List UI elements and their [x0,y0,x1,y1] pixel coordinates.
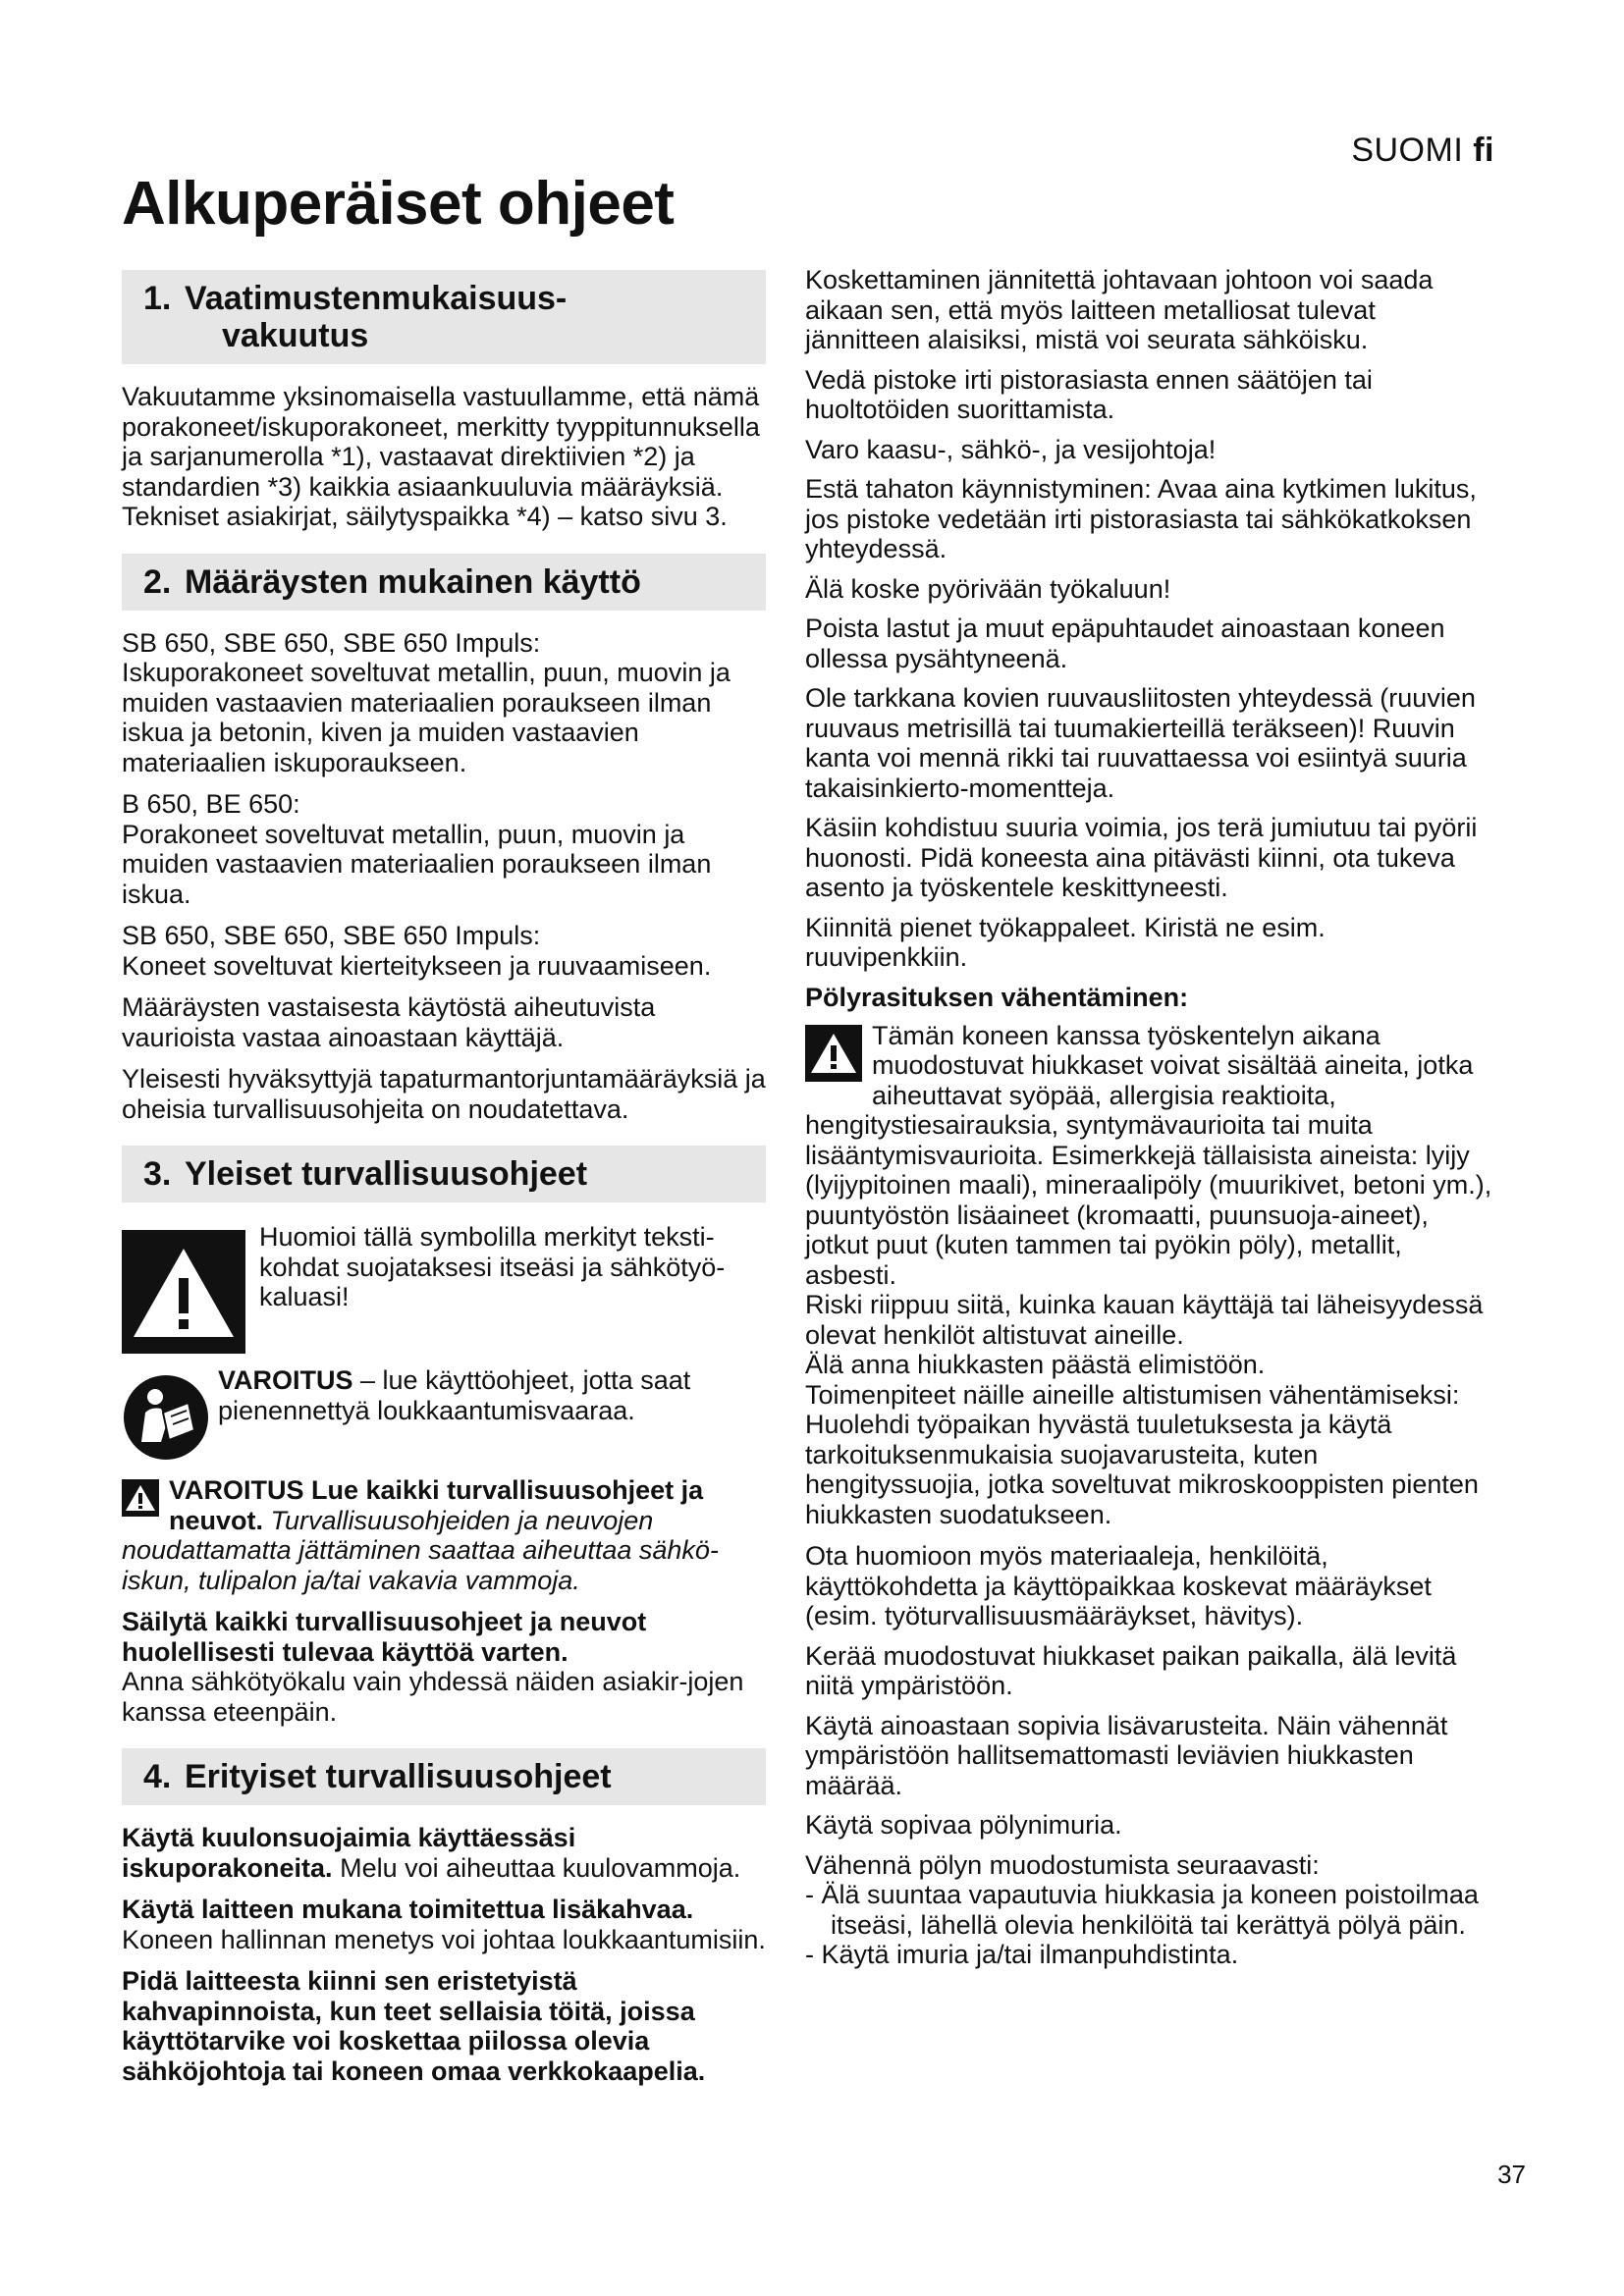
paragraph: Käytä laitteen mukana toimitettua lisäkahvaa. Koneen hallinnan menetys voi johtaa loukkaantumisiin. [122,1895,766,1954]
paragraph: Koskettaminen jännitettä johtavaan johtoon voi saada aikaan sen, että myös laitteen metalliosat tulevat jännitteen alaisiksi, mistä voi seurata sähköisku. [805,265,1434,354]
paragraph: SB 650, SBE 650, SBE 650 Impuls: Koneet soveltuvat kierteitykseen ja ruuvaamiseen. [122,921,712,981]
bullet-list [805,1880,1492,1970]
paragraph: Pidä laitteesta kiinni sen eristetyistä kahvapinnoista, kun teet sellaisia töitä, joissa käyttötarvike voi koskettaa piilossa olevia sähköjohtoja tai koneen omaa verkkokaapelia. [122,1966,706,2086]
left-column [122,270,766,2096]
paragraph: Määräysten vastaisesta käytöstä aiheutuvista vaurioista vastaa ainoastaan käyttäjä. [122,992,656,1052]
list-item: - Käytä imuria ja/tai ilmanpuhdistinta. [805,1940,1239,1969]
list-item: - Älä suuntaa vapautuvia hiukkasia ja koneen poistoilmaa itseäsi, lähellä olevia henkilöitä tai kerättyä pölyä päin. [805,1880,1479,1940]
page-number: 37 [1497,2160,1526,2189]
paragraph: Ole tarkkana kovien ruuvausliitosten yhteydessä (ruuvien ruuvaus metrisillä tai tuumakierteillä teräkseen)! Ruuvin kanta voi mennä rikki tai ruuvattaessa voi esiintyä suuria takaisinkierto-momentteja. [805,683,1476,803]
paragraph: Säilytä kaikki turvallisuusohjeet ja neuvot huolellisesti tulevaa käyttöä varten. Anna sähkötyökalu vain yhdessä näiden asiakir-jojen kanssa eteenpäin. [122,1607,744,1727]
paragraph: Vakuutamme yksinomaisella vastuullamme, että nämä porakoneet/iskuporakoneet, merkitty tyyppitunnuksella ja sarjanumerolla *1), vastaavat direktiivien *2) ja standardien *3) kaikkia asiaankuuluvia määräyksiä. Tekniset asiakirjat, säilytyspaikka *4) – katso sivu 3. [122,382,760,531]
paragraph: Käytä ainoastaan sopivia lisävarusteita. Näin vähennät ympäristöön hallitsemattomasti leviävien hiukkasten määrää. [805,1710,1448,1800]
section-heading-4: 4. Erityiset turvallisuusohjeet [122,1748,766,1805]
section-heading-3: 3. Yleiset turvallisuusohjeet [122,1146,766,1202]
warning-note [122,1220,766,1354]
paragraph: VAROITUS – lue käyttöohjeet, jotta saat pienennettyä loukkaantumisvaaraa. [218,1365,691,1425]
warning-triangle-icon [122,1230,245,1354]
paragraph: Poista lastut ja muut epäpuhtaudet ainoastaan koneen ollessa pysähtyneenä. [805,614,1445,673]
paragraph: Riski riippuu siitä, kuinka kauan käyttäjä tai läheisyydessä olevat henkilöt altistuvat aineille. [805,1290,1484,1350]
paragraph: Yleisesti hyväksyttyjä tapaturmantorjuntamääräyksiä ja oheisia turvallisuusohjeita on noudatettava. [122,1064,766,1124]
warning-triangle-icon [122,1479,159,1517]
paragraph: B 650, BE 650: Porakoneet soveltuvat metallin, puun, muovin ja muiden vastaavien materiaalien poraukseen ilman iskua. [122,789,712,909]
paragraph: Toimenpiteet näille aineille altistumisen vähentämiseksi: Huolehdi työpaikan hyvästä tuuletuksesta ja käytä tarkoituksenmukaisia suojavarusteita, kuten hengityssuojia, jotka soveltuvat mikroskooppisten pienten hiukkasten suodatukseen. [805,1379,1479,1529]
paragraph: SB 650, SBE 650, SBE 650 Impuls: Iskuporakoneet soveltuvat metallin, puun, muovin ja muiden vastaavien materiaalien poraukseen ilman iskua ja betonin, kiven ja muiden vastaavien materiaalien iskuporaukseen. [122,627,731,777]
paragraph: Estä tahaton käynnistyminen: Avaa aina kytkimen lukitus, jos pistoke vedetään irti pistorasiasta tai sähkökatkoksen yhteydessä. [805,474,1477,563]
section-heading-2: 2. Määräysten mukainen käyttö [122,554,766,611]
subheading: Pölyrasituksen vähentäminen: [805,982,1189,1012]
paragraph: Kiinnitä pienet työkappaleet. Kiristä ne esim. ruuvipenkkiin. [805,912,1326,972]
paragraph: Varo kaasu-, sähkö-, ja vesijohtoja! [805,434,1217,464]
read-manual-icon [122,1373,210,1462]
paragraph: Älä anna hiukkasten päästä elimistöön. [805,1350,1266,1379]
paragraph: Vedä pistoke irti pistorasiasta ennen säätöjen tai huoltotöiden suorittamista. [805,364,1373,424]
paragraph: Huomioi tällä symbolilla merkityt teksti-kohdat suojataksesi itseäsi ja sähkötyö-kaluasi! [259,1222,726,1311]
language-label: SUOMI fi [1351,132,1494,169]
paragraph: Käytä kuulonsuojaimia käyttäessäsi iskuporakoneita. Melu voi aiheuttaa kuulovammoja. [122,1823,741,1883]
paragraph: Kerää muodostuvat hiukkaset paikan paikalla, älä levitä niitä ympäristöön. [805,1640,1457,1700]
paragraph: Vähennä pölyn muodostumista seuraavasti: [805,1849,1320,1880]
paragraph: Käytä sopivaa pölynimuria. [805,1810,1122,1840]
read-manual-note [122,1365,766,1462]
paragraph: VAROITUS Lue kaikki turvallisuusohjeet ja neuvot. Turvallisuusohjeiden ja neuvojen noudattamatta jättäminen saattaa aiheuttaa sähkö-iskun, tulipalon ja/tai vakavia vammoja. [122,1475,719,1595]
warning-triangle-icon [805,1025,862,1082]
paragraph: Käsiin kohdistuu suuria voimia, jos terä jumiutuu tai pyörii huonosti. Pidä koneesta aina pitävästi kiinni, ota tukeva asento ja työskentele keskittyneesti. [805,813,1478,902]
paragraph: Ota huomioon myös materiaaleja, henkilöitä, käyttökohdetta ja käyttöpaikkaa koskevat määräykset (esim. työturvallisuusmääräykset, hävitys). [805,1541,1432,1630]
paragraph: Tämän koneen kanssa työskentelyn aikana muodostuvat hiukkaset voivat sisältää aineita, jotka aiheuttavat syöpää, allergisia reaktioita, hengitystiesairauksia, syntymävaurioita tai muita lisääntymisvaurioita. Esimerkkejä tällaisista aineista: lyijy (lyijypitoinen maali), mineraalipöly (muurikivet, betoni ym.), puuntyöstön lisäaineet (kromaatti, puunsuoja-aineet), jotkut puut (kuten tammen tai pyökin pöly), metallit, asbesti. [805,1020,1492,1290]
paragraph: Älä koske pyörivään työkaluun! [805,573,1171,604]
page-title: Alkuperäiset ohjeet [122,170,675,238]
section-heading-1: 1. Vaatimustenmukaisuus- vakuutus [122,270,766,364]
right-column [805,265,1492,1970]
